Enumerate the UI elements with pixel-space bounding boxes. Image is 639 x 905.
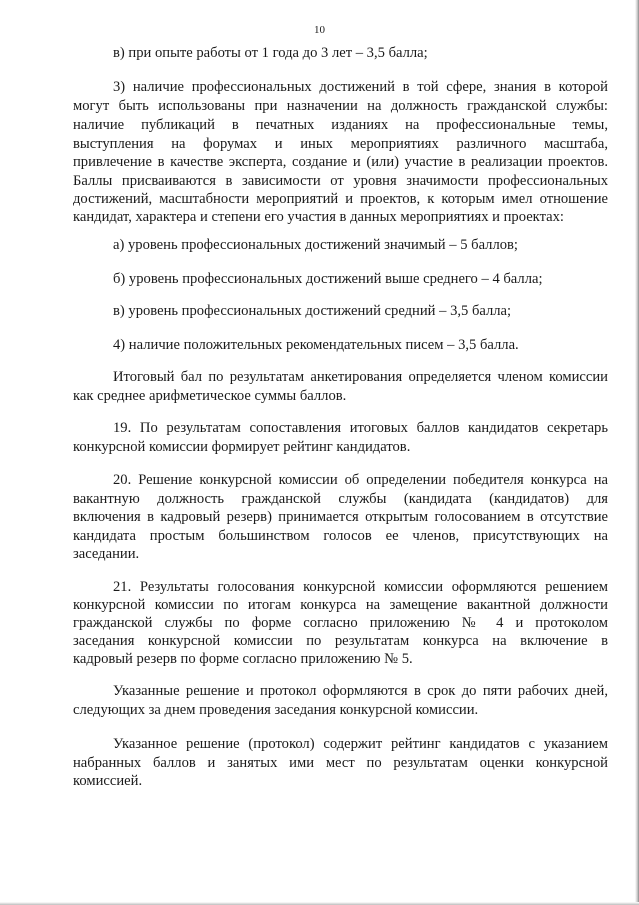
text-line: как среднее арифметическое суммы баллов. xyxy=(73,388,347,404)
text-line-level-v: в) уровень профессиональных достижений средний – 3,5 балла; xyxy=(113,303,512,319)
text-line: следующих за днем проведения заседания конкурсной комиссии. xyxy=(73,702,479,718)
page-number: 10 xyxy=(314,24,325,36)
text-line-clause-21: 21. Результаты голосования конкурсной комиссии оформляются решением xyxy=(113,579,608,595)
text-line: привлечение в качестве эксперта, создание и (или) участие в реализации проектов. xyxy=(73,154,608,170)
text-line: заседания конкурсной комиссии по результатам конкурса на включение в xyxy=(73,633,608,649)
text-line-experience-v: в) при опыте работы от 1 года до 3 лет – 3,5 балла; xyxy=(113,45,428,61)
text-line: кандидата простым большинством голосов ее членов, присутствующих на xyxy=(73,528,608,544)
scan-edge-shadow xyxy=(635,0,639,905)
text-line-level-a: а) уровень профессиональных достижений значимый – 5 баллов; xyxy=(113,237,518,253)
text-line: Указанное решение (протокол) содержит рейтинг кандидатов с указанием xyxy=(113,736,608,752)
text-line: набранных баллов и занятых ими мест по результатам оценки конкурсной xyxy=(73,755,608,771)
text-line: Итоговый бал по результатам анкетирования определяется членом комиссии xyxy=(113,369,608,385)
text-line: выступления на форумах и иных мероприятиях различного масштаба, xyxy=(73,136,608,152)
text-line: включения в кадровый резерв) принимается открытым голосованием в отсутствие xyxy=(73,509,608,525)
text-line: достижений, масштабности мероприятий и проектов, к которым имел отношение xyxy=(73,191,608,207)
text-line: наличие публикаций в печатных изданиях на профессиональные темы, xyxy=(73,117,608,133)
text-line: Баллы присваиваются в зависимости от уровня значимости профессиональных xyxy=(73,173,608,189)
text-line: могут быть использованы при назначении на должность гражданской службы: xyxy=(73,98,608,114)
text-line-level-b: б) уровень профессиональных достижений выше среднего – 4 балла; xyxy=(113,271,543,287)
text-line: комиссией. xyxy=(73,773,143,789)
text-line: Указанные решение и протокол оформляются в срок до пяти рабочих дней, xyxy=(113,683,608,699)
text-line: конкурсной комиссии формирует рейтинг кандидатов. xyxy=(73,439,411,455)
text-line: кандидат, характера и степени его участия в данных мероприятиях и проектах: xyxy=(73,209,564,225)
text-line-clause-20: 20. Решение конкурсной комиссии об определении победителя конкурса на xyxy=(113,472,608,488)
text-line: конкурсной комиссии по итогам конкурса на замещение вакантной должности xyxy=(73,597,608,613)
text-line: вакантную должность гражданской службы (кандидата (кандидатов) для xyxy=(73,491,608,507)
text-line: гражданской службы по форме согласно приложению № 4 и протоколом xyxy=(73,615,608,631)
text-line: 3) наличие профессиональных достижений в той сфере, знания в которой xyxy=(113,79,608,95)
text-line-item-4: 4) наличие положительных рекомендательных писем – 3,5 балла. xyxy=(113,337,519,353)
text-line: кадровый резерв по форме согласно приложению № 5. xyxy=(73,651,413,667)
text-line-clause-19: 19. По результатам сопоставления итоговых баллов кандидатов секретарь xyxy=(113,420,608,436)
text-line: заседании. xyxy=(73,546,140,562)
